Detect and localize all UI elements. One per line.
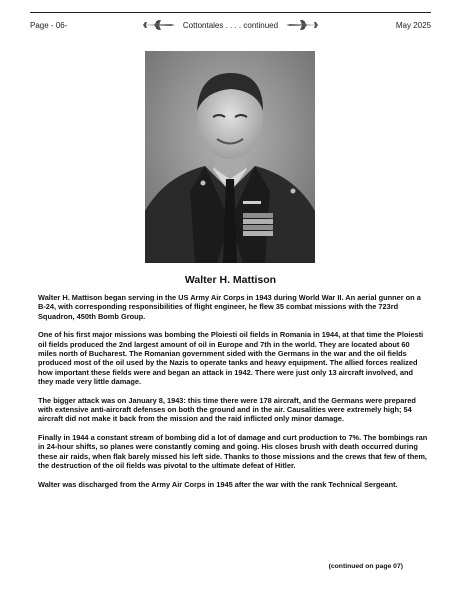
paragraph-3: The bigger attack was on January 8, 1943: this time there were 178 aircraft, and the Germans were prepared with extensive anti-aircraft defenses on both the ground and in the air. Causalities were extremely high; 54 aircraft did not make it back from the mission and the raid inflicted only minor damage. <box>38 395 416 424</box>
portrait-photo <box>145 51 315 263</box>
b24-bomber-icon <box>284 19 320 31</box>
section-title: Cottontales . . . . continued <box>182 20 279 30</box>
page-number: Page - 06- <box>30 20 68 30</box>
paragraph-5: Walter was discharged from the Army Air Corps in 1945 after the war with the rank Technical Sergeant. <box>38 479 398 489</box>
issue-date: May 2025 <box>395 20 431 30</box>
continued-note: (continued on page 07) <box>328 563 403 570</box>
paragraph-1: Walter H. Mattison began serving in the US Army Air Corps in 1943 during World War II. An aerial gunner on a B-24, with corresponding responsibilities of flight engineer, he flew 35 combat missions with the 723rd Squadron, 450th Bomb Group. <box>38 293 421 321</box>
header-title-group <box>141 19 320 31</box>
b24-bomber-icon <box>141 19 177 31</box>
article-title: Walter H. Mattison <box>184 274 277 286</box>
article-body <box>38 293 428 498</box>
paragraph-2: One of his first major missions was bombing the Ploiesti oil fields in Romania in 1944, at that time the Ploiesti oil fields produced the 2nd largest amount of oil in Europe and 7th in the world. They are located about 60 miles north of Bucharest. The Romanian government sided with the Germans in the war and the oil fields produced most of the oil used by the Nazis to operate tanks and heavy equipment. The allied forces realized how important these fields were and began an attack in 1942. There were just only 13 aircraft involved, and they made very little damage. <box>38 330 424 387</box>
page-header <box>30 16 431 34</box>
paragraph-4: Finally in 1944 a constant stream of bombing did a lot of damage and curt production to 7%. The bombings ran in 24-hour shifts, so planes were constantly coming and going. His closes brush with death occurred during these air raids, when flak barely missed his left side. Thanks to those missions and the crews that few of them, the destruction of the oil fields was pivotal to the ultimate defeat of Hitler. <box>38 432 428 471</box>
header-rule <box>30 12 431 13</box>
